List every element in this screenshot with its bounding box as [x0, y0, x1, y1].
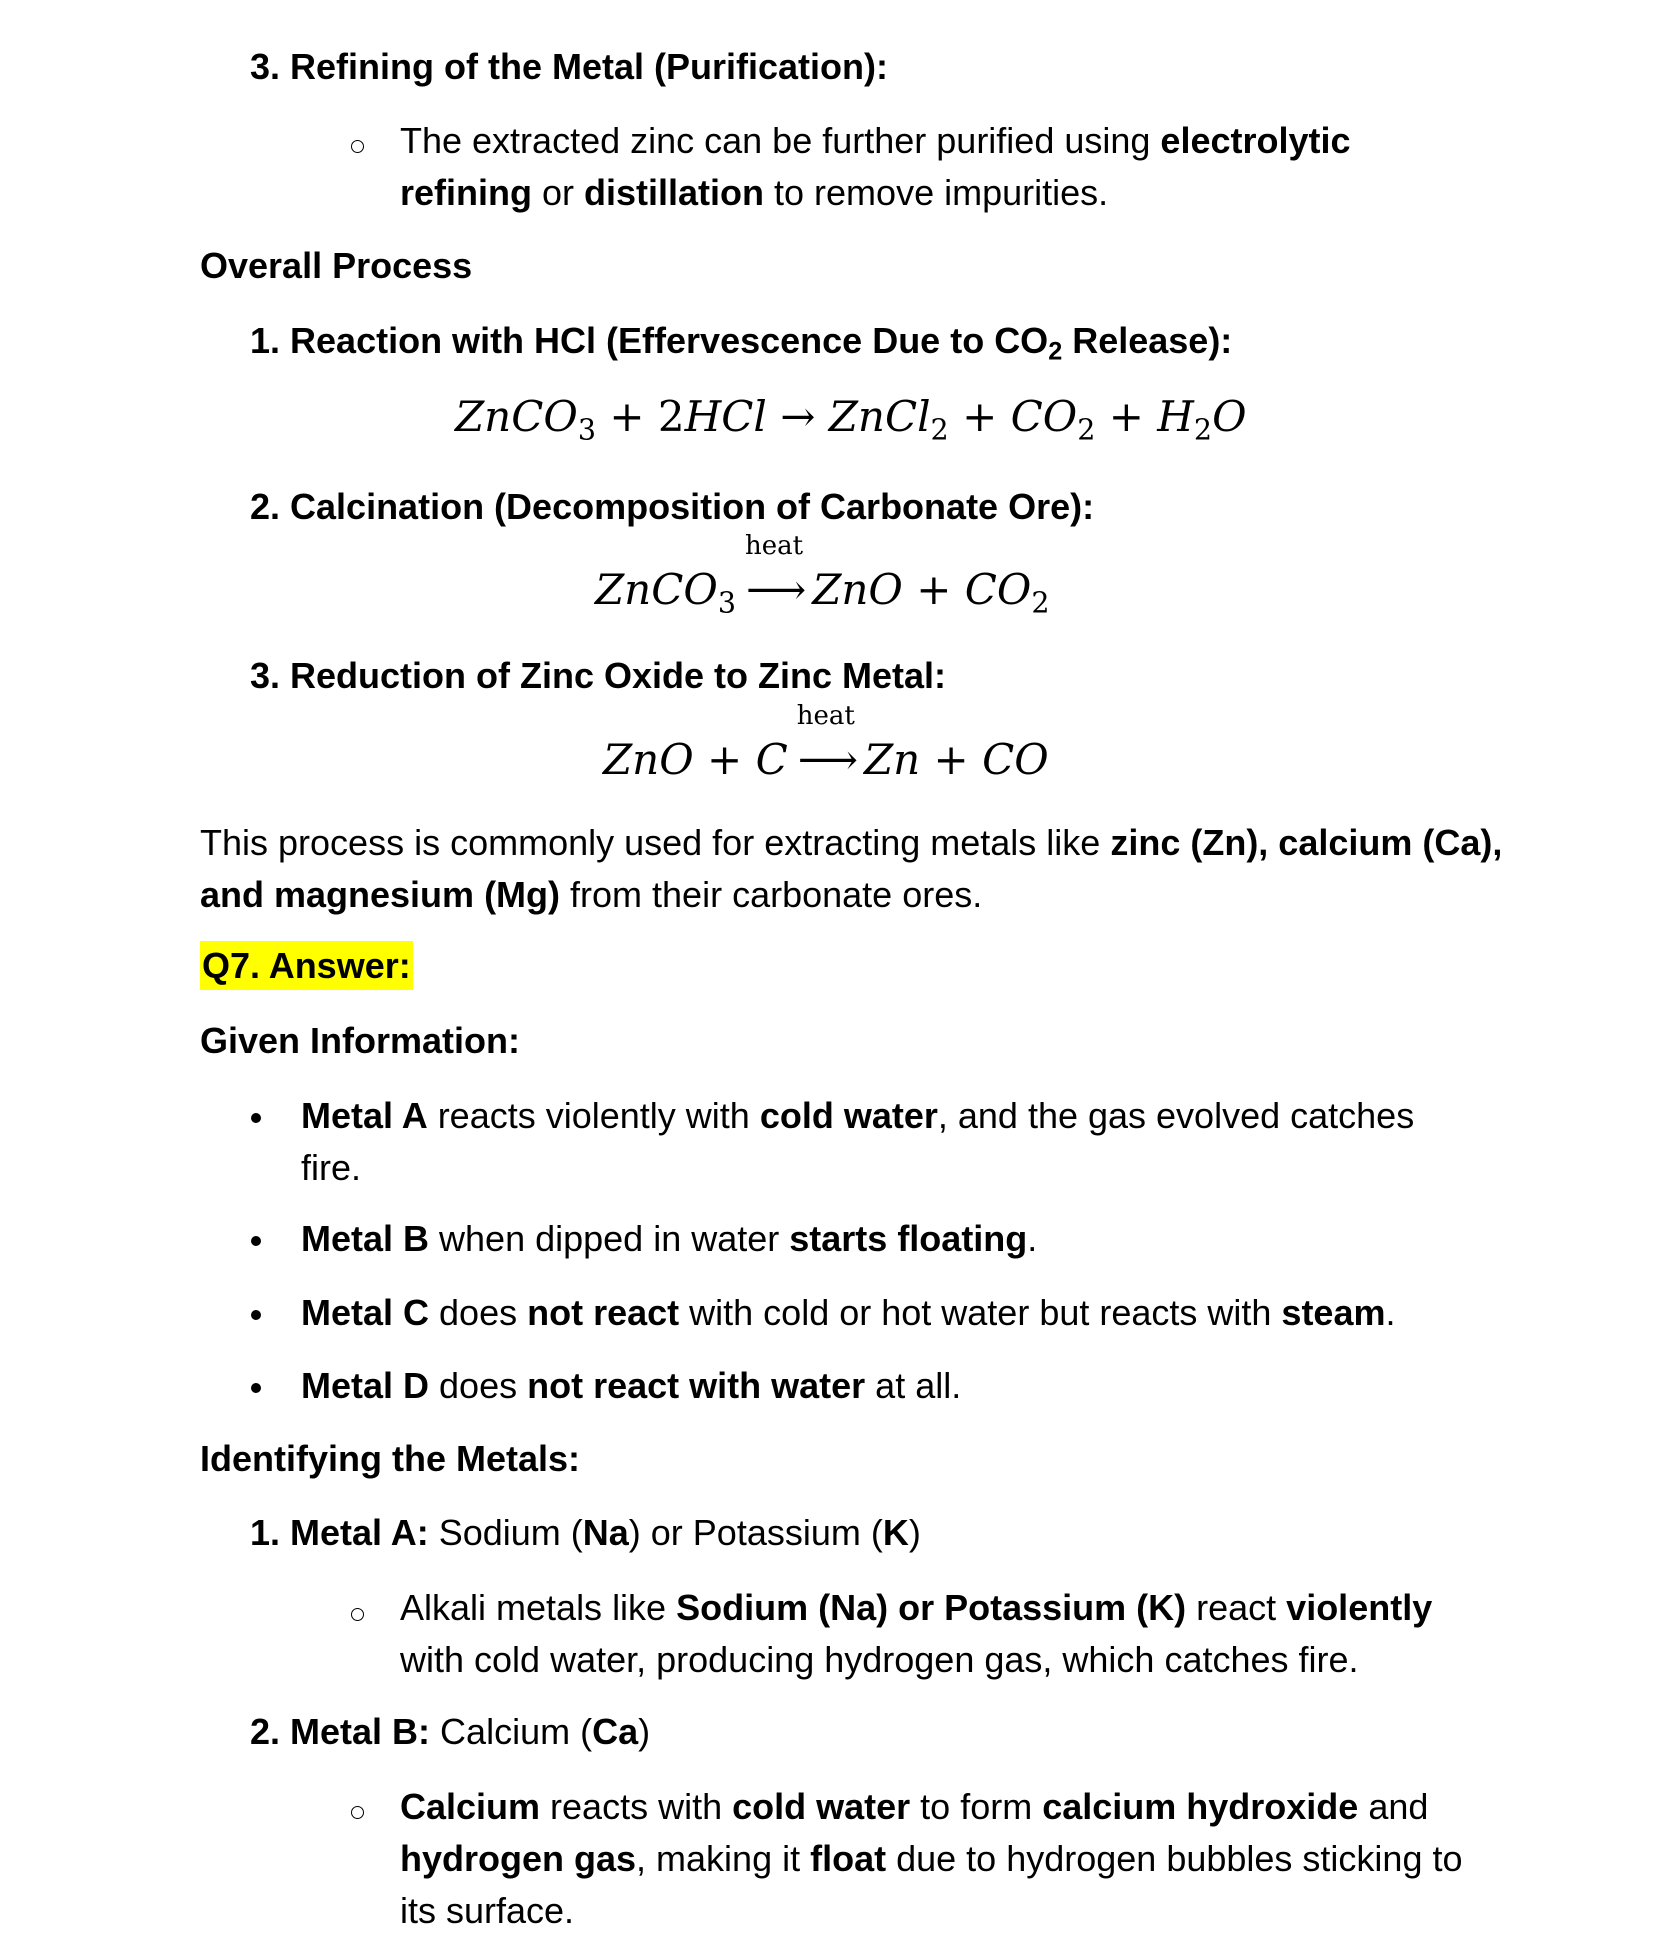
text: at all. [865, 1365, 962, 1406]
text: to remove impurities. [764, 172, 1109, 213]
text: with cold water, producing hydrogen gas, which catches fire. [400, 1639, 1359, 1680]
given-metal-b [301, 1218, 1037, 1260]
subscript: 2 [1048, 337, 1063, 366]
text: due to hydrogen bubbles sticking to [886, 1838, 1463, 1879]
q7-answer-label [200, 945, 413, 987]
conclusion-paragraph [200, 817, 1502, 921]
bold-text: 1. Metal A: [250, 1512, 429, 1553]
bold-text: not react [527, 1292, 680, 1333]
bold-text: starts floating [789, 1218, 1028, 1259]
bold-text: Metal D [301, 1365, 430, 1406]
bold-text: violently [1286, 1587, 1433, 1628]
bold-text: Ca [592, 1711, 639, 1752]
bold-text: Calcium [400, 1786, 541, 1827]
metal-a-heading [250, 1512, 921, 1554]
highlighted-text: Q7. Answer: [200, 941, 413, 990]
text: Sodium ( [428, 1512, 583, 1553]
hollow-bullet-icon [351, 1608, 364, 1621]
text: Release): [1062, 320, 1233, 361]
bold-text: float [810, 1838, 887, 1879]
text: , and the gas evolved catches [937, 1095, 1415, 1136]
refining-heading: 3. Refining of the Metal (Purification): [250, 46, 888, 87]
bold-text: calcium hydroxide [1042, 1786, 1359, 1827]
text: its surface. [400, 1890, 575, 1931]
text: and [1358, 1786, 1429, 1827]
text: to form [910, 1786, 1043, 1827]
bold-text: refining [400, 172, 532, 213]
hollow-bullet-icon [351, 1806, 364, 1819]
heat-label: heat [796, 701, 855, 731]
text: The extracted zinc can be further purified using [400, 120, 1161, 161]
identifying-metals-heading: Identifying the Metals: [200, 1438, 581, 1479]
text: from their carbonate ores. [560, 874, 983, 915]
text: . [1027, 1218, 1038, 1259]
bullet-icon [251, 1113, 261, 1123]
bold-text: Metal A [301, 1095, 428, 1136]
heat-label: heat [745, 531, 804, 561]
text: when dipped in water [429, 1218, 790, 1259]
bold-text: Metal B [301, 1218, 430, 1259]
metal-b-bullet-text [400, 1781, 1463, 1937]
text: ) or Potassium ( [628, 1512, 883, 1553]
bold-text: not react with water [527, 1365, 866, 1406]
bullet-icon [251, 1310, 261, 1320]
text: ) [908, 1512, 921, 1553]
hollow-bullet-icon [351, 140, 364, 153]
metal-b-heading [250, 1711, 650, 1753]
given-metal-d [301, 1365, 961, 1407]
text: . [1385, 1292, 1396, 1333]
bold-text: steam [1281, 1292, 1386, 1333]
bold-text: zinc (Zn), calcium (Ca), [1110, 822, 1503, 863]
metal-a-bullet-text [400, 1582, 1432, 1686]
bullet-icon [251, 1236, 261, 1246]
step1-heading [250, 320, 1232, 366]
step3-heading: 3. Reduction of Zinc Oxide to Zinc Metal: [250, 655, 947, 696]
equation-hcl-reaction: ZnCO$_3$ + 2HCl → ZnCl$_2$ + $CO_2 + H_2O$ [455, 392, 1247, 447]
text: or [532, 172, 585, 213]
bold-text: hydrogen gas [400, 1838, 637, 1879]
equation-reduction: ZnO + C heat ⟶ Zn + CO [603, 701, 1049, 784]
given-information-heading: Given Information: [200, 1020, 521, 1061]
text: 1. Reaction with HCl (Effervescence Due to CO [250, 320, 1049, 361]
bullet-icon [251, 1383, 261, 1393]
text: fire. [301, 1147, 362, 1188]
equation-calcination: ZnCO$_3$ heat ⟶ ZnO + $CO_2$ [595, 531, 1050, 620]
text: reacts with [540, 1786, 733, 1827]
text: ) [638, 1711, 651, 1752]
bold-text: 2. Metal B: [250, 1711, 431, 1752]
given-metal-a [301, 1090, 1414, 1194]
text: Alkali metals like [400, 1587, 677, 1628]
text: , making it [636, 1838, 811, 1879]
bold-text: Na [582, 1512, 629, 1553]
step2-heading: 2. Calcination (Decomposition of Carbonate Ore): [250, 486, 1095, 527]
text: react [1186, 1587, 1287, 1628]
text: This process is commonly used for extracting metals like [200, 822, 1111, 863]
given-metal-c [301, 1292, 1396, 1334]
text: does [429, 1292, 528, 1333]
bold-text: distillation [584, 172, 765, 213]
text: with cold or hot water but reacts with [679, 1292, 1282, 1333]
overall-process-heading: Overall Process [200, 245, 473, 286]
bold-text: cold water [732, 1786, 911, 1827]
text: reacts violently with [427, 1095, 760, 1136]
bold-text: cold water [759, 1095, 938, 1136]
refining-bullet-text [400, 115, 1351, 219]
bold-text: electrolytic [1160, 120, 1351, 161]
bold-text: Sodium (Na) or Potassium (K) [676, 1587, 1187, 1628]
bold-text: Metal C [301, 1292, 430, 1333]
bold-text: K [882, 1512, 909, 1553]
text: does [429, 1365, 528, 1406]
bold-text: and magnesium (Mg) [200, 874, 561, 915]
text: Calcium ( [430, 1711, 593, 1752]
